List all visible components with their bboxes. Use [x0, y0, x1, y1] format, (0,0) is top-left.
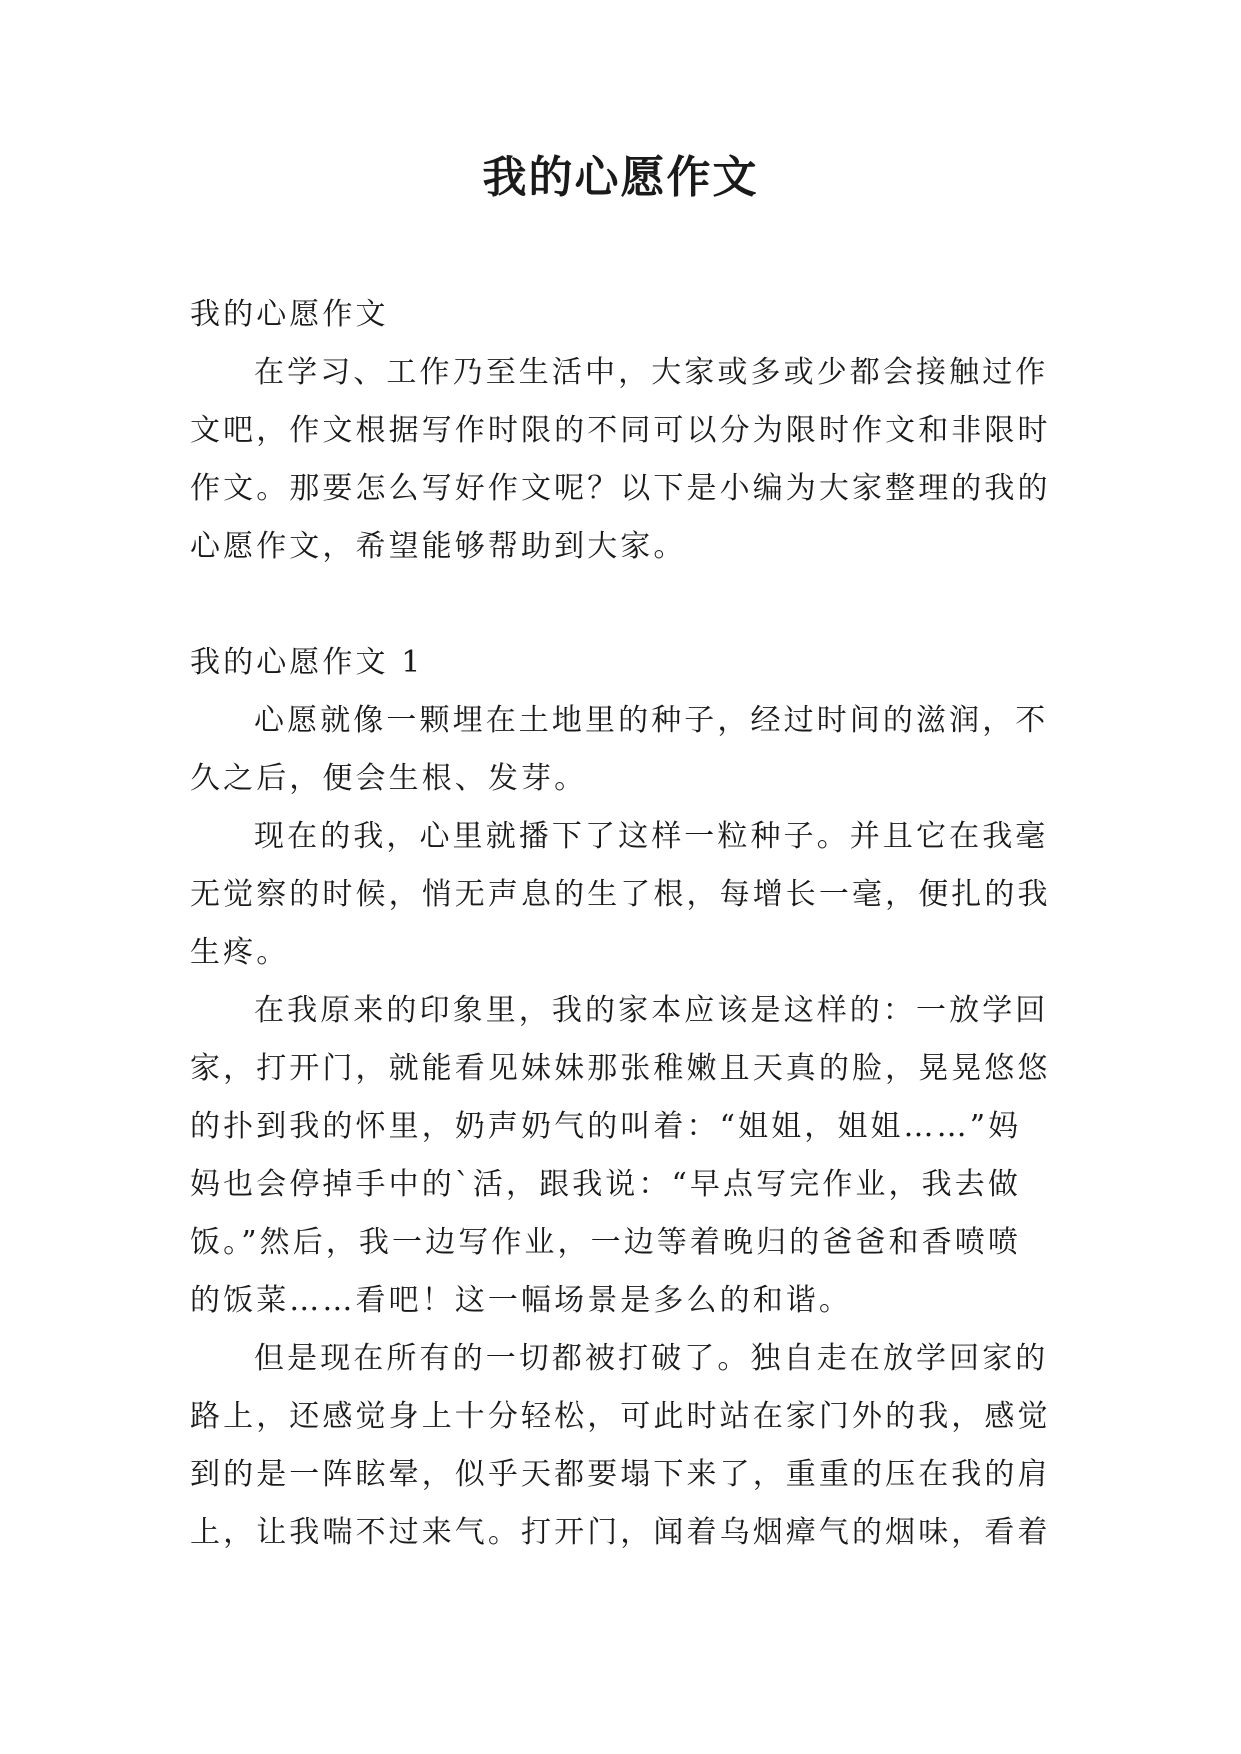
essay1-p3-line-4: 妈也会停掉手中的`活，跟我说：“早点写完作业，我去做	[190, 1167, 1021, 1202]
essay1-p3-line-6: 的饭菜……看吧！这一幅场景是多么的和谐。	[190, 1283, 852, 1318]
essay1-p3-line-1: 在我原来的印象里，我的家本应该是这样的：一放学回	[254, 993, 1049, 1028]
essay1-p2-line-3: 生疼。	[190, 935, 290, 970]
section-spacer	[190, 576, 1052, 634]
essay1-p2-line-1: 现在的我，心里就播下了这样一粒种子。并且它在我毫	[254, 819, 1049, 854]
essay1-p4-line-1: 但是现在所有的一切都被打破了。独自走在放学回家的	[254, 1341, 1049, 1376]
essay1-p4-line-3: 到的是一阵眩晕，似乎天都要塌下来了，重重的压在我的肩	[190, 1457, 1051, 1492]
essay1-p4-line-2: 路上，还感觉身上十分轻松，可此时站在家门外的我，感觉	[190, 1399, 1051, 1434]
intro-paragraph	[190, 344, 1052, 576]
essay1-p3-line-5: 饭。”然后，我一边写作业，一边等着晚归的爸爸和香喷喷	[190, 1225, 1021, 1260]
essay1-p3-line-3: 的扑到我的怀里，奶声奶气的叫着：“姐姐，姐姐……”妈	[190, 1109, 1022, 1144]
intro-line-3: 作文。那要怎么写好作文呢？以下是小编为大家整理的我的	[190, 471, 1051, 506]
essay1-paragraph-1	[190, 692, 1052, 808]
essay1-paragraph-4	[190, 1330, 1052, 1562]
essay1-paragraph-3	[190, 982, 1052, 1330]
document-body	[190, 286, 1052, 1562]
essay1-p1-line-2: 久之后，便会生根、发芽。	[190, 761, 588, 796]
document-title: 我的心愿作文	[482, 152, 759, 203]
essay1-p1-line-1: 心愿就像一颗埋在土地里的种子，经过时间的滋润，不	[254, 703, 1049, 738]
essay1-paragraph-2	[190, 808, 1052, 982]
intro-heading: 我的心愿作文	[190, 297, 389, 332]
intro-line-1: 在学习、工作乃至生活中，大家或多或少都会接触过作	[254, 355, 1049, 390]
essay1-p2-line-2: 无觉察的时候，悄无声息的生了根，每增长一毫，便扎的我	[190, 877, 1051, 912]
essay1-p4-line-4: 上，让我喘不过来气。打开门，闻着乌烟瘴气的烟味，看着	[190, 1515, 1051, 1550]
essay1-heading: 我的心愿作文 1	[190, 645, 424, 680]
essay1-p3-line-2: 家，打开门，就能看见妹妹那张稚嫩且天真的脸，晃晃悠悠	[190, 1051, 1051, 1086]
intro-line-2: 文吧，作文根据写作时限的不同可以分为限时作文和非限时	[190, 413, 1051, 448]
intro-line-4: 心愿作文，希望能够帮助到大家。	[190, 529, 687, 564]
